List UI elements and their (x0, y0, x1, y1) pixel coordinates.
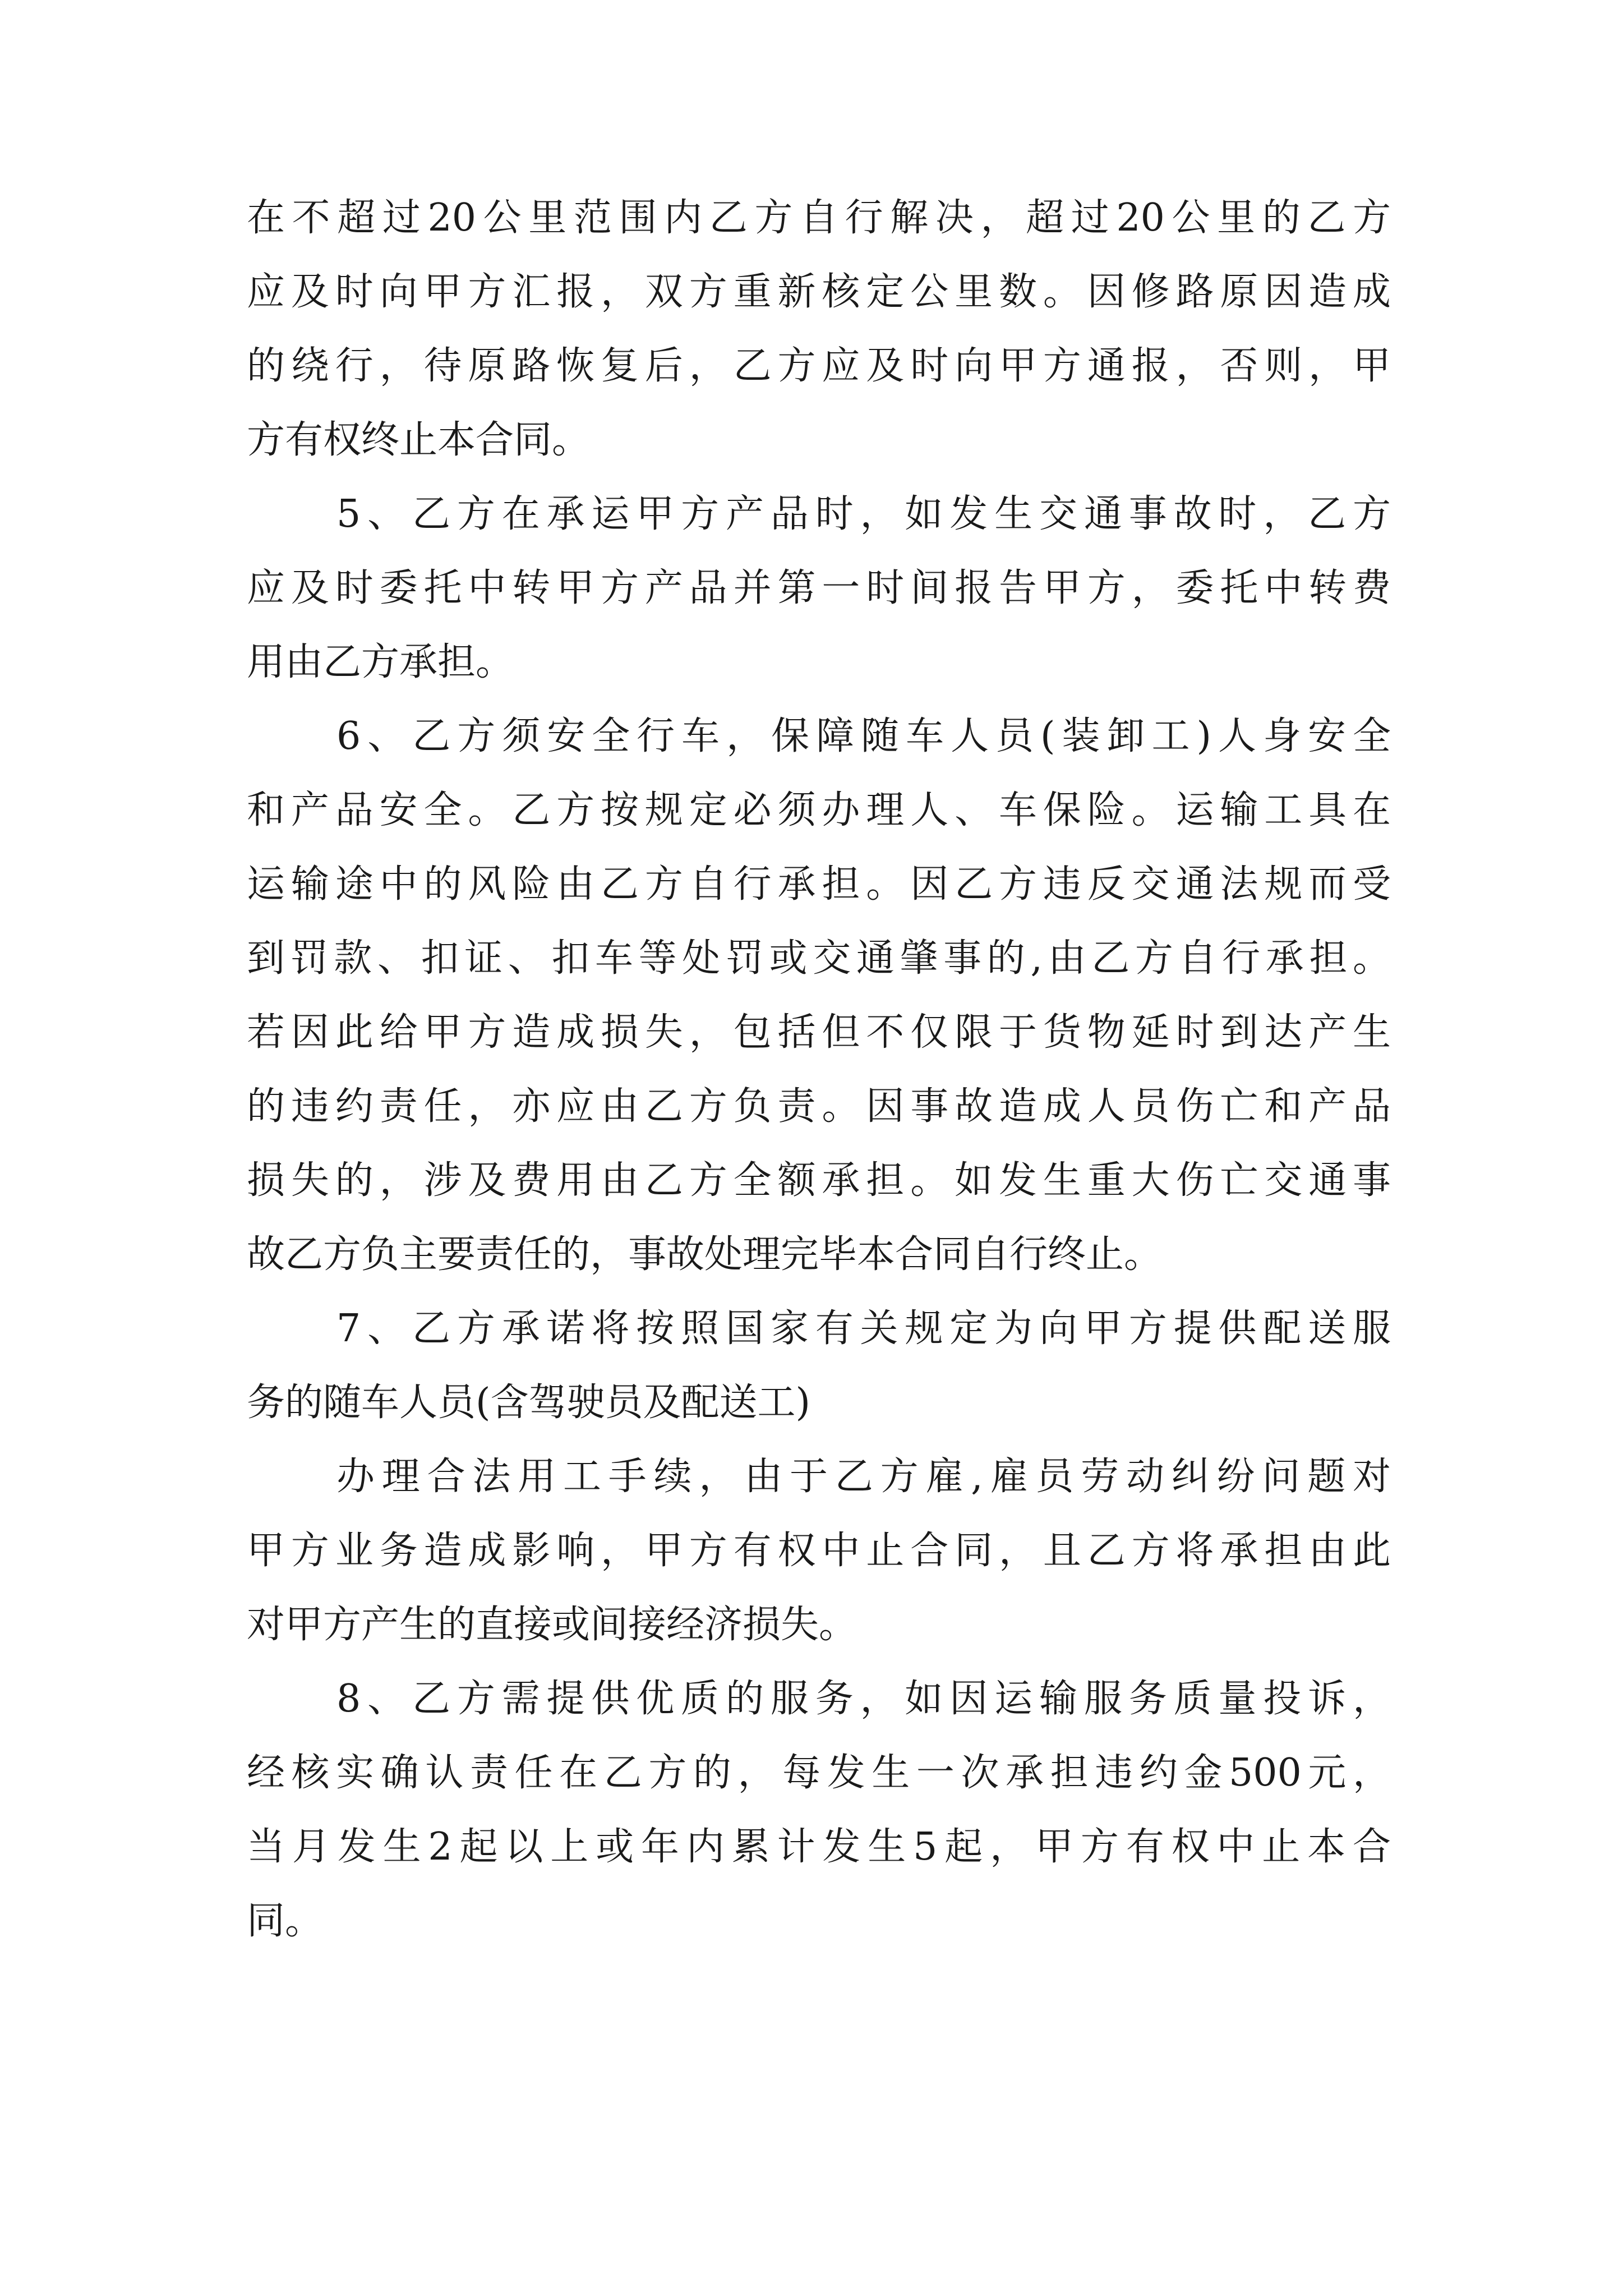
text-line: 当月发生2起以上或年内累计发生5起，甲方有权中止本合 (247, 1825, 1391, 1869)
text-line: 用由乙方承担。 (247, 640, 514, 684)
text-line: 运输途中的风险由乙方自行承担。因乙方违反交通法规而受 (247, 862, 1391, 907)
text-line: 故乙方负主要责任的，事故处理完毕本合同自行终止。 (247, 1232, 1163, 1277)
text-line: 甲方业务造成影响，甲方有权中止合同，且乙方将承担由此 (247, 1529, 1391, 1573)
text-line: 经核实确认责任在乙方的，每发生一次承担违约金500元， (247, 1751, 1391, 1795)
text-line: 同。 (247, 1899, 324, 1943)
text-line: 应及时向甲方汇报，双方重新核定公里数。因修路原因造成 (247, 270, 1391, 314)
text-line: 在不超过20公里范围内乙方自行解决，超过20公里的乙方 (247, 196, 1391, 240)
text-line: 应及时委托中转甲方产品并第一时间报告甲方，委托中转费 (247, 566, 1391, 610)
text-line: 损失的，涉及费用由乙方全额承担。如发生重大伤亡交通事 (247, 1158, 1391, 1203)
text-line: 6、乙方须安全行车，保障随车人员(装卸工)人身安全 (336, 714, 1391, 758)
text-line: 和产品安全。乙方按规定必须办理人、车保险。运输工具在 (247, 788, 1391, 832)
text-line: 的违约责任，亦应由乙方负责。因事故造成人员伤亡和产品 (247, 1084, 1391, 1129)
text-line: 7、乙方承诺将按照国家有关规定为向甲方提供配送服 (336, 1306, 1391, 1351)
text-line: 8、乙方需提供优质的服务，如因运输服务质量投诉， (336, 1677, 1391, 1721)
text-line: 到罚款、扣证、扣车等处罚或交通肇事的,由乙方自行承担。 (247, 936, 1391, 981)
text-line: 的绕行，待原路恢复后，乙方应及时向甲方通报，否则，甲 (247, 344, 1391, 388)
text-line: 5、乙方在承运甲方产品时，如发生交通事故时，乙方 (336, 492, 1391, 536)
text-line: 方有权终止本合同。 (247, 418, 591, 462)
text-line: 办理合法用工手续，由于乙方雇,雇员劳动纠纷问题对 (336, 1455, 1391, 1499)
text-line: 务的随车人员(含驾驶员及配送工) (247, 1381, 811, 1425)
text-line: 对甲方产生的直接或间接经济损失。 (247, 1603, 857, 1647)
text-line: 若因此给甲方造成损失，包括但不仅限于货物延时到达产生 (247, 1010, 1391, 1055)
